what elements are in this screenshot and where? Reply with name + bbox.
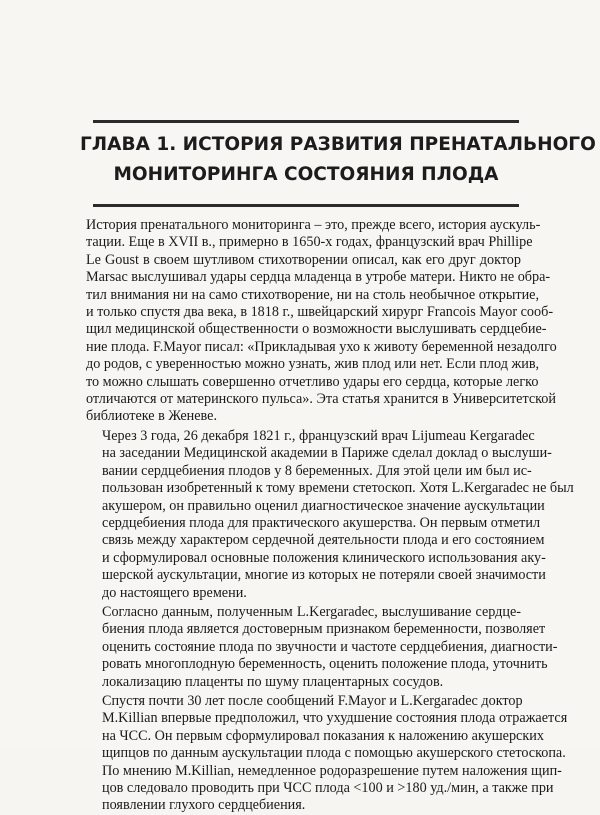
text-line: По мнению M.Killian, немедленное родоразрешение путем наложения щип-	[102, 762, 562, 779]
text-line: ровать многоплодную беременность, оценить положение плода, уточнить	[102, 656, 548, 673]
text-line: на ЧСС. Он первым сформулировал показания к наложению акушерских	[102, 727, 544, 744]
paragraph-1	[86, 217, 557, 426]
paragraph-2	[86, 427, 574, 602]
chapter-title-line-2: МОНИТОРИНГА СОСТОЯНИЯ ПЛОДА	[113, 164, 499, 185]
text-line: до настоящего времени.	[102, 584, 247, 601]
text-line: вании сердцебиения плодов у 8 беременных. Для этой цели им был ис-	[102, 462, 532, 479]
text-line: на заседании Медицинской академии в Париже сделал доклад о выслуши-	[102, 445, 552, 462]
text-line: то можно слышать совершенно отчетливо удары его сердца, которые легко	[86, 373, 539, 390]
paragraph-3	[86, 603, 558, 691]
text-line: ние плода. F.Mayor писал: «Прикладывая ухо к животу беременной незадолго	[86, 338, 557, 355]
paragraph-4	[86, 692, 568, 815]
chapter-body	[86, 217, 574, 815]
text-line: Спустя почти 30 лет после сообщений F.Mayor и L.Kergaradec доктор	[102, 692, 523, 709]
text-line: тил внимания ни на само стихотворение, ни на столь необычное открытие,	[86, 286, 540, 303]
top-rule	[93, 120, 519, 123]
text-line: и сформулировал основные положения клинического использования аку-	[102, 549, 546, 566]
text-line: акушером, он правильно оценил диагностическое значение аускультации	[102, 497, 545, 514]
text-line: сердцебиения плода для практического акушерства. Он первым отметил	[102, 514, 541, 531]
text-line: История пренатального мониторинга – это, прежде всего, история аускуль-	[86, 217, 541, 233]
text-line: связь между характером сердечной деятельности плода и его состоянием	[102, 532, 545, 549]
text-line: пользован изобретенный к тому времени стетоскоп. Хотя L.Kergaradec не был	[102, 480, 574, 497]
chapter-title-line-1: ГЛАВА 1. ИСТОРИЯ РАЗВИТИЯ ПРЕНАТАЛЬНОГО	[80, 134, 596, 155]
text-line: библиотеке в Женеве.	[86, 408, 218, 425]
text-line: щипцов по данным аускультации плода с помощью акушерского стетоскопа.	[102, 745, 566, 762]
text-line: Marsac выслушивал удары сердца младенца в утробе матери. Никто не обра-	[86, 269, 551, 286]
text-line: Согласно данным, полученным L.Kergaradec, выслушивание сердце-	[102, 603, 521, 620]
text-line: локализацию плаценты по шуму плацентарных сосудов.	[102, 673, 444, 690]
text-line: цов следовало проводить при ЧСС плода <100 и >180 уд./мин, а также при	[102, 780, 554, 796]
text-line: до родов, с уверенностью можно узнать, жив плод или нет. Если плод жив,	[86, 356, 540, 373]
bottom-rule	[93, 204, 519, 207]
text-line: появлении глухого сердцебиения.	[102, 797, 306, 814]
text-line: тации. Еще в XVII в., примерно в 1650-х годах, французский врач Phillipe	[86, 234, 533, 251]
text-line: M.Killian впервые предположил, что ухудшение состояния плода отражается	[102, 710, 568, 727]
text-line: оценить состояние плода по звучности и частоте сердцебиения, диагности-	[102, 638, 558, 655]
text-line: щил медицинской общественности о возможности выслушивать сердцебие-	[86, 321, 547, 338]
text-line: и только спустя два века, в 1818 г., швейцарский хирург Francois Mayor сооб-	[86, 304, 554, 321]
text-line: Через 3 года, 26 декабря 1821 г., французский врач Lijumeau Kergaradec	[102, 427, 535, 444]
text-line: Le Goust в своем шутливом стихотворении описал, как его друг доктор	[86, 251, 521, 268]
text-line: отличаются от материнского пульса». Эта статья хранится в Университетской	[86, 391, 556, 408]
text-line: шерской аускультации, многие из которых не потеряли своей значимости	[102, 567, 546, 584]
text-line: биения плода является достоверным признаком беременности, позволяет	[102, 621, 546, 638]
chapter-title	[80, 130, 596, 190]
